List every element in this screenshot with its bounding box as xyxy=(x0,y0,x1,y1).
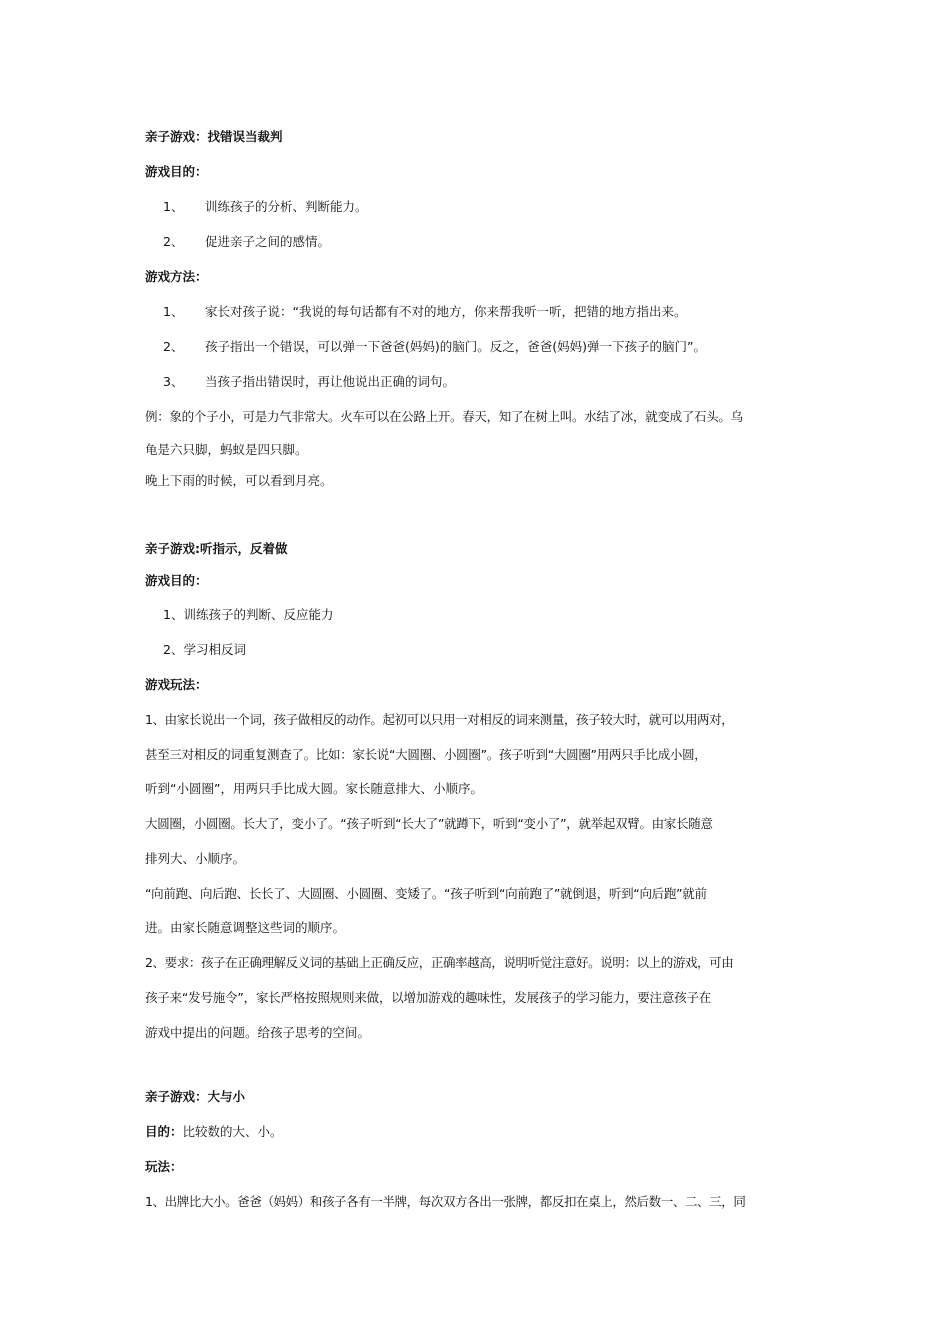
body-line: 1、由家长说出一个词，孩子做相反的动作。起初可以只用一对相反的词来测量，孩子较大时，就可以用两对， xyxy=(145,712,734,727)
list-item: 2、学习相反词 xyxy=(163,642,246,657)
body-line: 2、要求：孩子在正确理解反义词的基础上正确反应，正确率越高，说明听觉注意好。说明：以上的游戏，可由 xyxy=(145,955,734,970)
section-3-title: 亲子游戏：大与小 xyxy=(145,1089,246,1104)
section-2-purpose-heading: 游戏目的： xyxy=(145,573,208,588)
section-2-title: 亲子游戏:听指示，反着做 xyxy=(145,541,288,556)
list-item: 1、训练孩子的判断、反应能力 xyxy=(163,607,334,622)
example-line: 晚上下雨的时候，可以看到月亮。 xyxy=(145,473,333,488)
body-line: 排列大、小顺序。 xyxy=(145,851,246,866)
purpose-text: 比较数的大、小。 xyxy=(182,1124,283,1139)
body-line: “向前跑、向后跑、长长了、大圆圈、小圆圈、变矮了。“孩子听到“向前跑了”就倒退，听到“向后跑”就前 xyxy=(145,886,707,901)
section-1-method-heading: 游戏方法： xyxy=(145,269,208,284)
body-line: 进。由家长随意调整这些词的顺序。 xyxy=(145,920,346,935)
body-line: 孩子来“发号施令”，家长严格按照规则来做，以增加游戏的趣味性，发展孩子的学习能力，要注意孩子在 xyxy=(145,990,712,1005)
section-2-method-heading: 游戏玩法： xyxy=(145,677,208,692)
example-line: 例：象的个子小，可是力气非常大。火车可以在公路上开。春天，知了在树上叫。水结了冰，就变成了石头。乌 xyxy=(145,409,743,424)
body-line: 甚至三对相反的词重复测查了。比如：家长说“大圆圈、小圆圈”。孩子听到“大圆圈”用两只手比成小圆， xyxy=(145,747,707,762)
section-3-purpose xyxy=(145,1123,283,1141)
document-page: 亲子游戏：找错误当裁判 游戏目的： 1、 训练孩子的分析、判断能力。 2、 促进亲子之间的感情。 游戏方法： 1、 家长对孩子说：“我说的每句话都有不对的地方，你来帮我听一听，把错的地方指出来。 2、 孩子指出一个错误，可以弹一下爸爸(妈妈)的脑门。反之，爸爸(妈妈)弹一下孩子的脑门”。 3、 当孩子指出错误时，再让他说出正确的词句。 例：象的个子小，可是力气非常大。火车可以在公路上开。春天，知了在树上叫。水结了冰，就变成了石头。乌 龟是六只脚，蚂蚁是四只脚。 晚上下雨的时候，可以看到月亮。 亲子游戏:听指示，反着做 游戏目的： 1、训练孩子的判断、反应能力 2、学习相反词 游戏玩法： 1、由家长说出一个词，孩子做相反的动作。起初可以只用一对相反的词来测量，孩子较大时，就可以用两对， 甚至三对相反的词重复测查了。比如：家长说“大圆圈、小圆圈”。孩子听到“大圆圈”用两只手比成小圆， 听到“小圆圈”，用两只手比成大圆。家长随意排大、小顺序。 大圆圈，小圆圈。长大了，变小了。“孩子听到“长大了”就蹲下，听到“变小了”，就举起双臂。由家长随意 排列大、小顺序。 “向前跑、向后跑、长长了、大圆圈、小圆圈、变矮了。“孩子听到“向前跑了”就倒退，听到“向后跑”就前 进。由家长随意调整这些词的顺序。 2、要求：孩子在正确理解反义词的基础上正确反应，正确率越高，说明听觉注意好。说明：以上的游戏，可由 孩子来“发号施令”，家长严格按照规则来做，以增加游戏的趣味性，发展孩子的学习能力，要注意孩子在 游戏中提出的问题。给孩子思考的空间。 亲子游戏：大与小 目的：比较数的大、小。 玩法： 1、出牌比大小。爸爸（妈妈）和孩子各有一半牌，每次双方各出一张牌，都反扣在桌上，然后数一、二、三，同 xyxy=(145,129,746,1209)
example-line: 龟是六只脚，蚂蚁是四只脚。 xyxy=(145,442,308,457)
body-line: 听到“小圆圈”，用两只手比成大圆。家长随意排大、小顺序。 xyxy=(145,781,483,796)
section-1-purpose-heading: 游戏目的： xyxy=(145,164,208,179)
body-line: 1、出牌比大小。爸爸（妈妈）和孩子各有一半牌，每次双方各出一张牌，都反扣在桌上，然后数一、二、三，同 xyxy=(145,1194,746,1209)
section-1-title: 亲子游戏：找错误当裁判 xyxy=(145,129,283,144)
body-line: 大圆圈，小圆圈。长大了，变小了。“孩子听到“长大了”就蹲下，听到“变小了”，就举起双臂。由家长随意 xyxy=(145,816,713,831)
section-3-method-heading: 玩法： xyxy=(145,1159,183,1174)
body-line: 游戏中提出的问题。给孩子思考的空间。 xyxy=(145,1025,371,1040)
purpose-label: 目的： xyxy=(145,1124,183,1139)
